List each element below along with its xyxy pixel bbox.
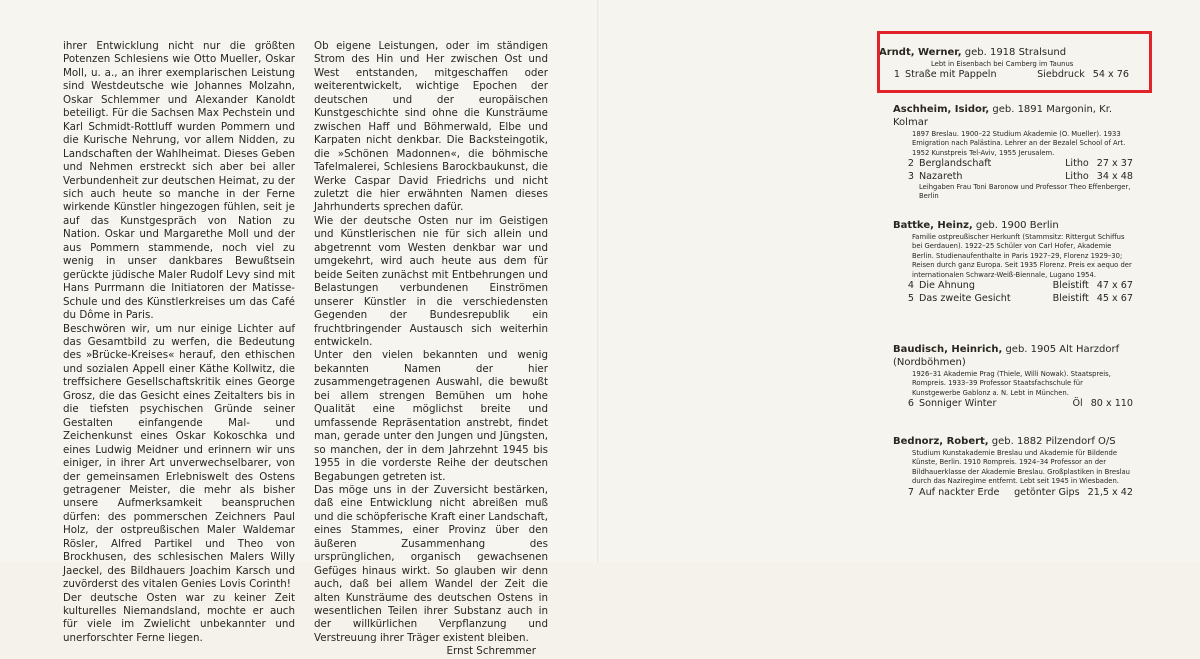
artist-bio: 1926–31 Akademie Prag (Thiele, Willi Nowak). Staatspreis, Rompreis. 1933–39 Professor Staatsfachschule für Kunstgewerbe Gablonz a. N. Lebt in München. (912, 370, 1111, 397)
work-title: Auf nackter Erde (919, 486, 1000, 498)
work-title: Das zweite Gesicht (919, 292, 1011, 304)
essay-paragraph: Der deutsche Osten war zu keiner Zeit kulturelles Niemandsland, mochte er auch für viele im Zwielicht unbekannter und unerforschter Ferne liegen. (63, 591, 295, 644)
entry-header (893, 103, 1133, 129)
artist-name: Battke, Heinz, (893, 220, 973, 231)
work-title: Straße mit Pappeln (905, 69, 997, 81)
artist-info: geb. 1905 Alt Harzdorf (Nordböhmen) (893, 344, 1120, 368)
work-technique: Siebdruck (1037, 69, 1085, 81)
work-item (893, 171, 1133, 184)
artist-name: Bednorz, Robert, (893, 436, 989, 447)
artist-bio: 1897 Breslau. 1900–22 Studium Akademie (O. Mueller). 1933 Emigration nach Palästina. Lehrer an der Bezalel School of Art. 1952 Kunstpreis Tel-Aviv, 1955 Jerusalem. (912, 130, 1126, 157)
artist-info: geb. 1882 Pilzendorf O/S (991, 436, 1116, 447)
work-item (893, 280, 1133, 293)
artist-bio: Familie ostpreußischer Herkunft (Stammsitz: Rittergut Schiffus bei Gerdauen). 1922–25 Schüler von Carl Hofer, Akademie Berlin. Studienaufenthalte in Paris 1927–29, Florenz 1929–30; Reisen durch ganz Europa. Seit 1935 Florenz. Preis ex aequo der internationalen Schwarz-Weiß-Biennale, Lugano 1954. (912, 233, 1132, 279)
work-item (893, 487, 1133, 500)
work-technique: Öl (1072, 398, 1083, 410)
work-number: 4 (907, 280, 914, 292)
selection-highlight-box (877, 31, 1152, 93)
catalog-entry (893, 103, 1133, 201)
artist-info: geb. 1891 Margonin, Kr. Kolmar (893, 104, 1113, 128)
work-number: 2 (907, 158, 914, 170)
work-item (893, 293, 1133, 306)
work-technique: Bleistift (1052, 280, 1089, 292)
author-signature: Ernst Schremmer (446, 645, 536, 658)
work-number: 1 (893, 69, 900, 81)
work-number: 5 (907, 292, 914, 304)
entry-header (893, 343, 1133, 369)
essay-paragraph: ihrer Entwicklung nicht nur die größten Potenzen Schlesiens wie Otto Mueller, Oskar Moll, u. a., an ihrer exemplarischen Leistung sind Westdeutsche wie Johannes Molzahn, Oskar Schlemmer und Alexander Kanoldt beteiligt. Für die Sachsen Max Pechstein und Karl Schmidt-Rottluff wurden Pommern und die Kurische Nehrung, vor allem Nidden, zu Landschaften der Wahlheimat. Dieses Geben und Nehmen erstreckt sich aber bei aller Verbundenheit zur deutschen Heimat, zu der sich auch heute so manche in der Ferne wirkende Künstler hingezogen fühlen, seit je auf das Kunstgespräch von Nation zu Nation. Oskar und Margarethe Moll und der aus Pommern stammende, noch viel zu wenig in unser dankbares Bewußtsein gerückte jüdische Maler Rudolf Levy sind mit Hans Purrmann die Initiatoren der Matisse-Schule und des Künstlerkreises um das Café du Dôme in Paris. (63, 40, 296, 322)
work-number: 6 (907, 398, 914, 410)
left-page (0, 0, 600, 658)
work-dimensions: 34 x 48 (1096, 170, 1133, 182)
catalog-entry (893, 219, 1133, 305)
essay-paragraph: Unter den vielen bekannten und wenig bekannten Namen der hier zusammengetragenen Auswahl, die bewußt bei allem strengen Bemühen um hohe Qualität eine möglichst breite und umfassende Repräsentation anstrebt, findet man, gerade unter den Jungen und Jüngsten, so manchen, der in dem Jahrzehnt 1945 bis 1955 in die vorderste Reihe der deutschen Begabungen getreten ist. (314, 349, 548, 483)
essay-paragraph: Das möge uns in der Zuversicht bestärken, daß eine Entwicklung nicht abreißen muß und die schöpferische Kraft einer Landschaft, eines Stammes, einer Provinz über den äußeren Zusammenhang des ursprünglichen, organisch gewachsenen Gefüges hinaus wirkt. So glauben wir denn auch, daß bei allem Wandel der Zeit die alten Kunsträume des deutschen Ostens in wesentlichen Teilen ihrer Substanz auch in der willkürlichen Verpflanzung und Verstreuung ihrer Träger existent bleiben. (314, 483, 548, 644)
artist-bio: Lebt in Eisenbach bei Camberg im Taunus (931, 60, 1074, 68)
work-number: 7 (907, 486, 914, 498)
essay-paragraph: Wie der deutsche Osten nur im Geistigen und Künstlerischen nie für sich allein und abgetrennt vom Westen denkbar war und umgekehrt, wird auch heute aus dem für beide Seiten zunächst mit Entbehrungen und Belastungen verbundenen Einströmen unserer Künstler in die verschiedensten Gegenden der Bundesrepublik ein fruchtbringender Austausch sich weiterhin entwickeln. (314, 214, 548, 348)
loan-note: Leihgaben Frau Toni Baronow und Professor Theo Effenberger, Berlin (919, 183, 1131, 201)
essay-column-2 (314, 40, 548, 659)
catalog-entry (893, 435, 1133, 499)
work-dimensions: 27 x 37 (1096, 158, 1133, 170)
essay-paragraph: Beschwören wir, um nur einige Lichter auf das Gesamtbild zu werfen, die Bedeutung des »Brücke-Kreises« herauf, den ethischen und sozialen Appell einer Käthe Kollwitz, die treffsichere Gesellschaftskritik eines George Grosz, die das Gesicht eines Zeitalters bis in die tiefsten psychischen Gründe seiner Gestalten einfangende Mal- und Zeichenkunst eines Oskar Kokoschka und eines Ludwig Meidner und erinnern wir uns einiger, in ihrer Art unverwechselbarer, von der gemeinsamen Erlebniswelt des Ostens getragener Meister, die mehr als bisher unsere Aufmerksamkeit beanspruchen dürfen: des pommerschen Zeichners Paul Holz, der ostpreußischen Maler Waldemar Rösler, Alfred Partikel und Theo von Brockhusen, des schlesischen Malers Willy Jaeckel, des Bildhauers Joachim Karsch und zuvörderst des vitalen Genies Lovis Corinth! (63, 322, 295, 591)
work-number: 3 (907, 170, 914, 182)
entry-header (893, 435, 1133, 448)
work-dimensions: 80 x 110 (1090, 398, 1133, 410)
work-technique: Litho (1065, 170, 1089, 182)
work-item (893, 398, 1133, 411)
artist-name: Arndt, Werner, (879, 47, 962, 58)
work-item (893, 158, 1133, 171)
work-dimensions: 54 x 76 (1092, 69, 1129, 81)
essay-paragraph: Ob eigene Leistungen, oder im ständigen Strom des Hin und Her zwischen Ost und West entstanden, mitgeschaffen oder weiterentwickelt, wichtige Epochen der deutschen und der europäischen Kunstgeschichte sind ohne die Kunsträume zwischen Haff und Böhmerwald, Elbe und Karpaten nicht denkbar. Die Backsteingotik, die »Schönen Madonnen«, die böhmische Tafelmalerei, Schlesiens Barockbaukunst, die Werke Caspar David Friedrichs und nicht zuletzt die hier erwähnten Namen dieses Jahrhunderts sprechen dafür. (314, 40, 548, 214)
work-dimensions: 45 x 67 (1096, 292, 1133, 304)
work-dimensions: 21,5 x 42 (1087, 486, 1133, 498)
work-dimensions: 47 x 67 (1096, 280, 1133, 292)
entry-header (893, 219, 1133, 232)
artist-name: Aschheim, Isidor, (893, 104, 990, 115)
work-technique: Litho (1065, 158, 1089, 170)
work-title: Nazareth (919, 170, 963, 182)
work-title: Die Ahnung (919, 280, 975, 292)
artist-name: Baudisch, Heinrich, (893, 344, 1003, 355)
artist-bio: Studium Kunstakademie Breslau und Akademie für Bildende Künste, Berlin. 1910 Rompreis. 1924–34 Professor an der Bildhauerklasse der Akademie Breslau. Großplastiken in Breslau durch das Naziregime entfernt. Lebt seit 1945 in Wiesbaden. (912, 449, 1130, 486)
work-title: Sonniger Winter (919, 398, 997, 410)
essay-column-1 (63, 40, 295, 645)
work-title: Berglandschaft (919, 158, 992, 170)
work-technique: getönter Gips (1014, 486, 1080, 498)
work-technique: Bleistift (1052, 292, 1089, 304)
catalog-entry (893, 343, 1133, 411)
artist-info: geb. 1900 Berlin (975, 220, 1059, 231)
artist-info: geb. 1918 Stralsund (964, 47, 1067, 58)
